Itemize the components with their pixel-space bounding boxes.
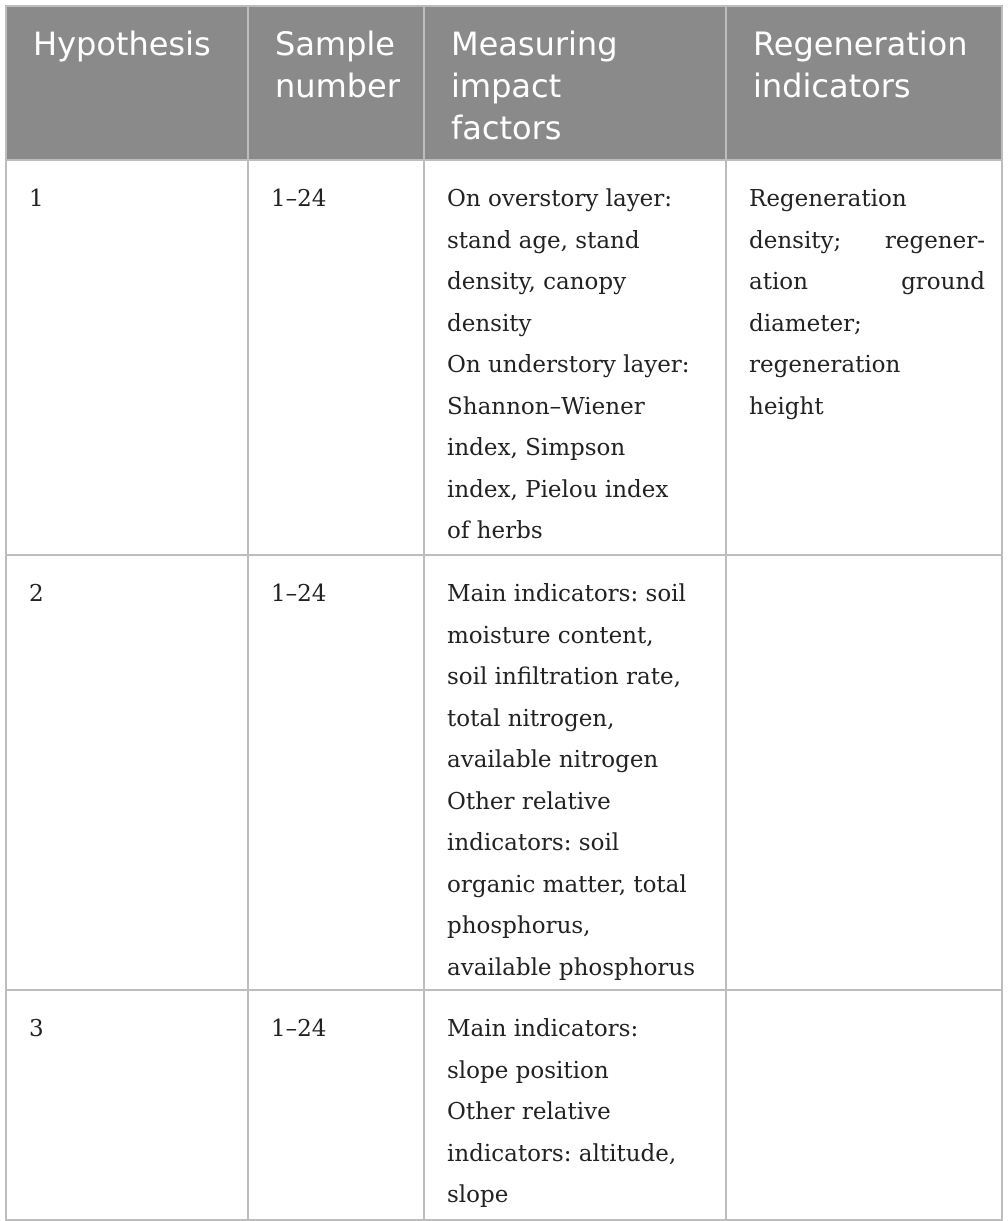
header-measuring-impact-factors: Measuring impact factors [424, 6, 726, 160]
regeneration-indicators-cell [726, 555, 1002, 990]
sample-number-cell: 1–24 [248, 555, 424, 990]
hypothesis-cell: 2 [6, 555, 248, 990]
table-row [6, 160, 1002, 555]
table-row [6, 990, 1002, 1220]
header-hypothesis: Hypothesis [6, 6, 248, 160]
table-row [6, 555, 1002, 990]
impact-factors-cell: Main indicators: soil moisture content, soil infiltration rate, total nitrogen, available nitrogen Other relative indicators: soil organic matter, total phosphorus, available phosphorus [424, 555, 726, 990]
sample-number-cell: 1–24 [248, 990, 424, 1220]
hypothesis-cell: 1 [6, 160, 248, 555]
header-row [6, 6, 1002, 160]
sample-number-cell: 1–24 [248, 160, 424, 555]
header-regeneration-indicators: Regeneration indicators [726, 6, 1002, 160]
hypothesis-cell: 3 [6, 990, 248, 1220]
impact-factors-cell: On overstory layer: stand age, stand density, canopy density On understory layer: Shannon–Wiener index, Simpson index, Pielou index of herbs [424, 160, 726, 555]
data-table [5, 5, 1003, 1221]
header-sample-number: Sample number [248, 6, 424, 160]
regeneration-indicators-cell: Regeneration density; regener- ation ground diameter; regeneration height [726, 160, 1002, 555]
regeneration-indicators-cell [726, 990, 1002, 1220]
impact-factors-cell: Main indicators: slope position Other relative indicators: altitude, slope [424, 990, 726, 1220]
